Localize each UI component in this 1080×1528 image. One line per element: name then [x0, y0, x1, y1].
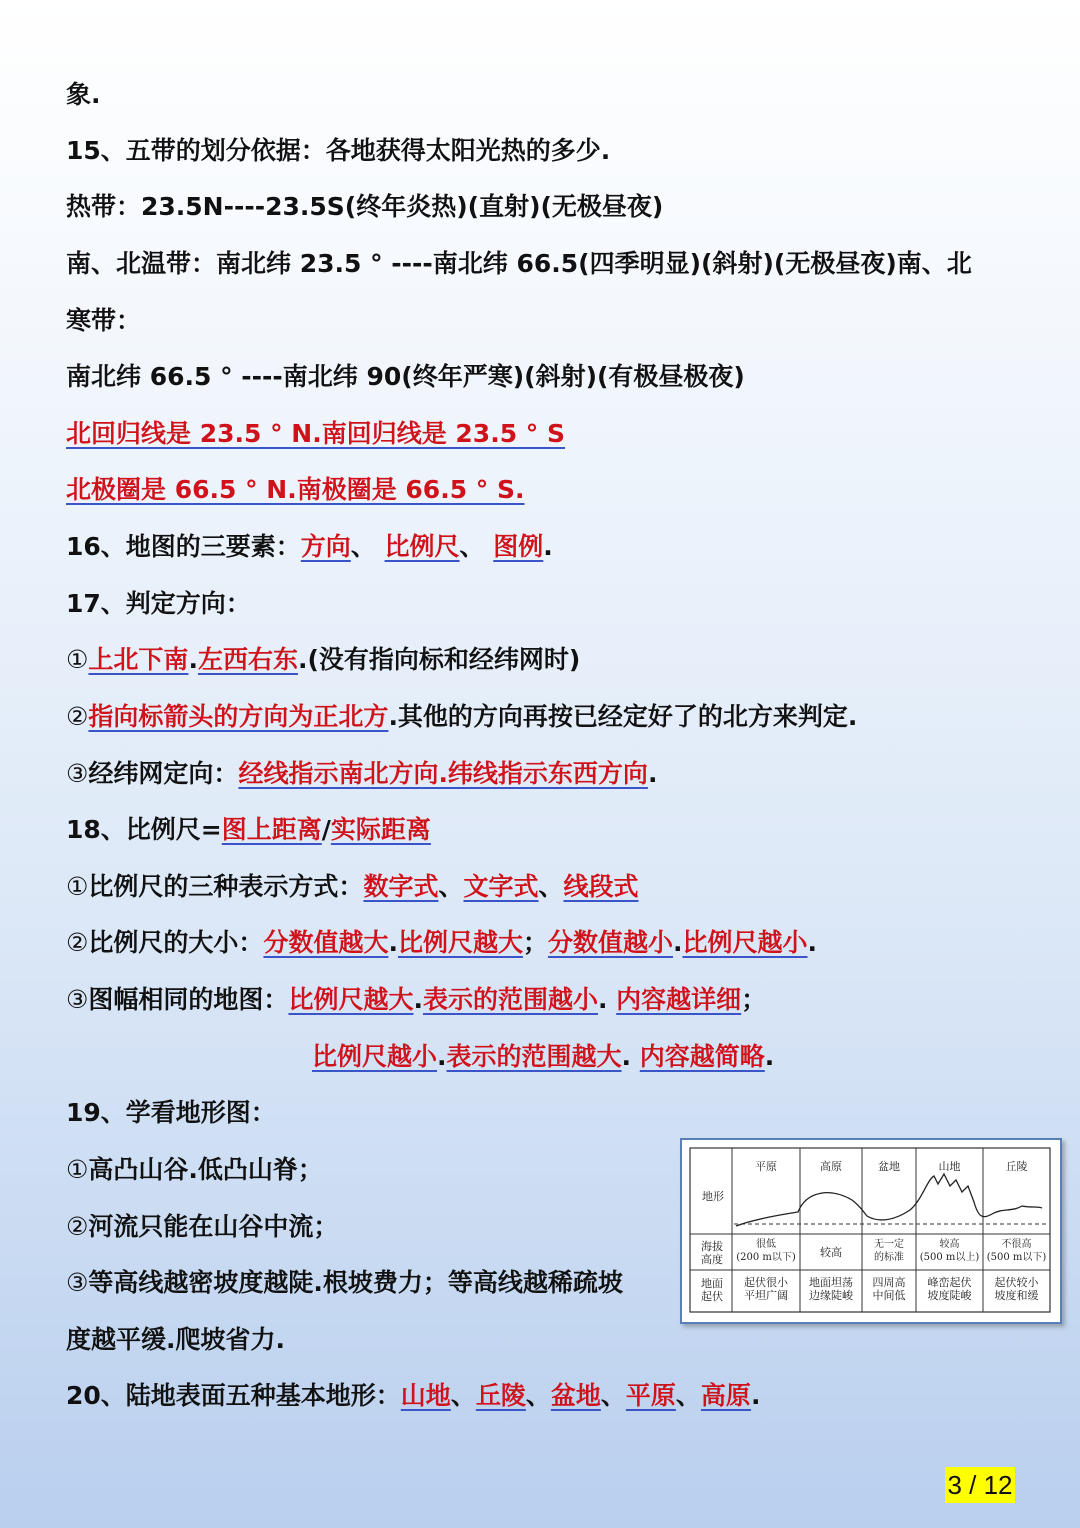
cell-text: 坡度陡峻 [927, 1289, 972, 1302]
text-line [66, 983, 766, 1017]
cell-text: 四周高 [872, 1276, 906, 1289]
text-line [66, 643, 580, 677]
answer-text: 比例尺越大 [288, 985, 414, 1014]
answer-text: 文字式 [463, 872, 539, 901]
text-line [66, 1323, 285, 1357]
line-text: 、 [438, 872, 464, 901]
line-text: 北极圈是 66.5 ° N.南极圈是 66.5 ° S. [66, 475, 525, 504]
cell-text: 中间低 [872, 1289, 906, 1302]
answer-text: 比例尺 [384, 532, 460, 561]
label-text: 高度 [701, 1253, 723, 1266]
row-label-altitude [694, 1240, 730, 1266]
line-text: . [413, 985, 423, 1014]
line-text: 19、学看地形图： [66, 1098, 276, 1127]
line-text: . [807, 928, 818, 957]
answer-text: 高原 [700, 1381, 751, 1410]
answer-text: 经线指示南北方向.纬线指示东西方向 [238, 759, 648, 788]
cell-text: 起伏很小 [744, 1276, 788, 1289]
line-text: . [388, 928, 398, 957]
line-text: . [647, 759, 658, 788]
answer-text: 方向 [300, 532, 351, 561]
line-text: 寒带： [66, 306, 142, 335]
line-text: ； [522, 928, 548, 957]
item-number: ① [66, 645, 89, 674]
line-text: . [621, 1042, 640, 1071]
cell-text: 平坦广阔 [744, 1289, 788, 1302]
line-text: 象. [66, 80, 101, 109]
row-label-terrain: 地形 [702, 1190, 724, 1203]
line-text: . [764, 1042, 775, 1071]
answer-text: 左西右东 [197, 645, 298, 674]
item-number: ③ [66, 985, 89, 1014]
altitude-basin [862, 1238, 916, 1264]
line-text: 北回归线是 23.5 ° N.南回归线是 23.5 ° S [66, 419, 566, 448]
line-text: 16、地图的三要素： [66, 532, 301, 561]
altitude-mountain [916, 1238, 983, 1264]
line-text: 比例尺的三种表示方式： [88, 872, 364, 901]
relief-hills [983, 1276, 1050, 1302]
cell-text: 起伏较小 [994, 1276, 1039, 1289]
line-text: . [543, 532, 553, 561]
answer-text: 分数值越大 [263, 928, 389, 957]
text-line [66, 757, 657, 791]
answer-text: 山地 [400, 1381, 451, 1410]
line-text: 、 [675, 1381, 701, 1410]
text-line [66, 78, 101, 112]
line-text: 15、五带的划分依据：各地获得太阳光热的多少. [66, 136, 611, 165]
item-number: ① [66, 872, 89, 901]
answer-text: 表示的范围越小 [422, 985, 598, 1014]
cell-text: 边缘陡峻 [809, 1289, 853, 1302]
line-text: 图幅相同的地图： [88, 985, 289, 1014]
text-line [66, 1153, 323, 1187]
answer-text: 丘陵 [475, 1381, 526, 1410]
text-line [66, 870, 639, 904]
line-text: / [321, 815, 331, 844]
text-line [66, 1210, 338, 1244]
label-text: 地面 [701, 1277, 723, 1290]
answer-text: 比例尺越大 [397, 928, 523, 957]
line-text: 20、陆地表面五种基本地形： [66, 1381, 401, 1410]
col-header-plateau: 高原 [820, 1160, 842, 1173]
answer-text: 线段式 [563, 872, 639, 901]
line-text: 比例尺的大小： [88, 928, 264, 957]
heading-18 [66, 813, 431, 847]
line-text: 经纬网定向： [88, 759, 239, 788]
relief-plain [732, 1276, 800, 1302]
answer-text: 数字式 [363, 872, 439, 901]
line-text: 、 [538, 872, 564, 901]
answer-text: 比例尺越小 [682, 928, 808, 957]
relief-basin [862, 1276, 916, 1302]
relief-plateau [800, 1276, 862, 1302]
line-text: . [597, 985, 617, 1014]
answer-text: 盆地 [550, 1381, 601, 1410]
line-text: . [673, 928, 683, 957]
line-text: 17、判定方向： [66, 589, 251, 618]
line-text: 、 [459, 532, 494, 561]
line-text: 、 [600, 1381, 626, 1410]
text-line [66, 700, 857, 734]
cell-text: 地面坦荡 [809, 1276, 853, 1289]
line-text: 高凸山谷.低凸山脊； [88, 1155, 323, 1184]
heading-20 [66, 1379, 760, 1413]
cell-text: (500 m以上) [919, 1252, 980, 1263]
item-number: ② [66, 928, 89, 957]
line-text: . [750, 1381, 761, 1410]
answer-text: 平原 [625, 1381, 676, 1410]
altitude-plateau [800, 1246, 862, 1259]
answer-text: 实际距离 [330, 815, 431, 844]
cell-text: 的标准 [874, 1252, 904, 1263]
cell-text: 坡度和缓 [994, 1289, 1039, 1302]
text-line [312, 1040, 774, 1074]
answer-text: 上北下南 [88, 645, 189, 674]
line-text: 等高线越密坡度越陡.根坡费力；等高线越稀疏坡 [88, 1268, 623, 1297]
cell-text: 峰峦起伏 [927, 1276, 972, 1289]
cell-text: 无一定 [874, 1239, 904, 1250]
cell-text: 较高 [820, 1246, 842, 1259]
page-number: 3 / 12 [945, 1467, 1015, 1503]
text-line-temperate [66, 247, 972, 281]
line-text: . [188, 645, 198, 674]
line-text: ； [741, 985, 767, 1014]
line-text: .其他的方向再按已经定好了的北方来判定. [388, 702, 858, 731]
text-line-tropics [66, 190, 663, 224]
item-number: ② [66, 1212, 89, 1241]
line-text: 、 [350, 532, 385, 561]
cell-text: 不很高 [1001, 1239, 1032, 1250]
heading-15 [66, 134, 610, 168]
col-header-hills: 丘陵 [1005, 1160, 1028, 1173]
label-text: 起伏 [701, 1290, 723, 1303]
cell-text: (500 m以下) [986, 1252, 1047, 1263]
item-number: ③ [66, 759, 89, 788]
text-line-frigid-range [66, 360, 745, 394]
answer-text: 图例 [493, 532, 544, 561]
line-text: 南、北温带：南北纬 23.5 ° ----南北纬 66.5(四季明显)(斜射)(无极昼夜)南、北 [66, 249, 972, 278]
line-text: 、 [525, 1381, 551, 1410]
item-number: ③ [66, 1268, 89, 1297]
line-text: 河流只能在山谷中流； [88, 1212, 339, 1241]
answer-text: 分数值越小 [547, 928, 673, 957]
cell-text: (200 m以下) [736, 1252, 796, 1263]
answer-text: 指向标箭头的方向为正北方 [88, 702, 389, 731]
line-text: 南北纬 66.5 ° ----南北纬 90(终年严寒)(斜射)(有极昼极夜) [66, 362, 745, 391]
col-header-plain: 平原 [755, 1160, 777, 1173]
heading-19 [66, 1096, 276, 1130]
line-text: 热带：23.5N----23.5S(终年炎热)(直射)(无极昼夜) [66, 192, 664, 221]
item-number: ① [66, 1155, 89, 1184]
text-line [66, 1266, 623, 1300]
text-line [66, 926, 817, 960]
altitude-hills [983, 1238, 1050, 1264]
label-text: 海拔 [701, 1240, 723, 1253]
text-line-tropic-lines [66, 417, 565, 451]
col-header-mountain: 山地 [938, 1160, 961, 1173]
line-text: .(没有指向标和经纬网时) [297, 645, 581, 674]
col-header-basin: 盆地 [878, 1160, 900, 1173]
answer-text: 内容越简略 [639, 1042, 765, 1071]
relief-mountain [916, 1276, 983, 1302]
answer-text: 内容越详细 [616, 985, 742, 1014]
line-text: 度越平缓.爬坡省力. [66, 1325, 285, 1354]
answer-text: 表示的范围越大 [446, 1042, 622, 1071]
cell-text: 较高 [939, 1239, 960, 1250]
item-number: ② [66, 702, 89, 731]
text-line-polar-circles [66, 473, 525, 507]
altitude-plain [732, 1238, 800, 1264]
text-line-frigid [66, 304, 141, 338]
heading-17 [66, 587, 251, 621]
line-text: . [437, 1042, 447, 1071]
answer-text: 比例尺越小 [312, 1042, 438, 1071]
line-text: 18、比例尺= [66, 815, 222, 844]
terrain-table-figure [680, 1138, 1062, 1324]
row-label-relief [694, 1277, 730, 1303]
heading-16 [66, 530, 553, 564]
line-text: 、 [450, 1381, 476, 1410]
cell-text: 很低 [756, 1239, 776, 1250]
answer-text: 图上距离 [221, 815, 322, 844]
